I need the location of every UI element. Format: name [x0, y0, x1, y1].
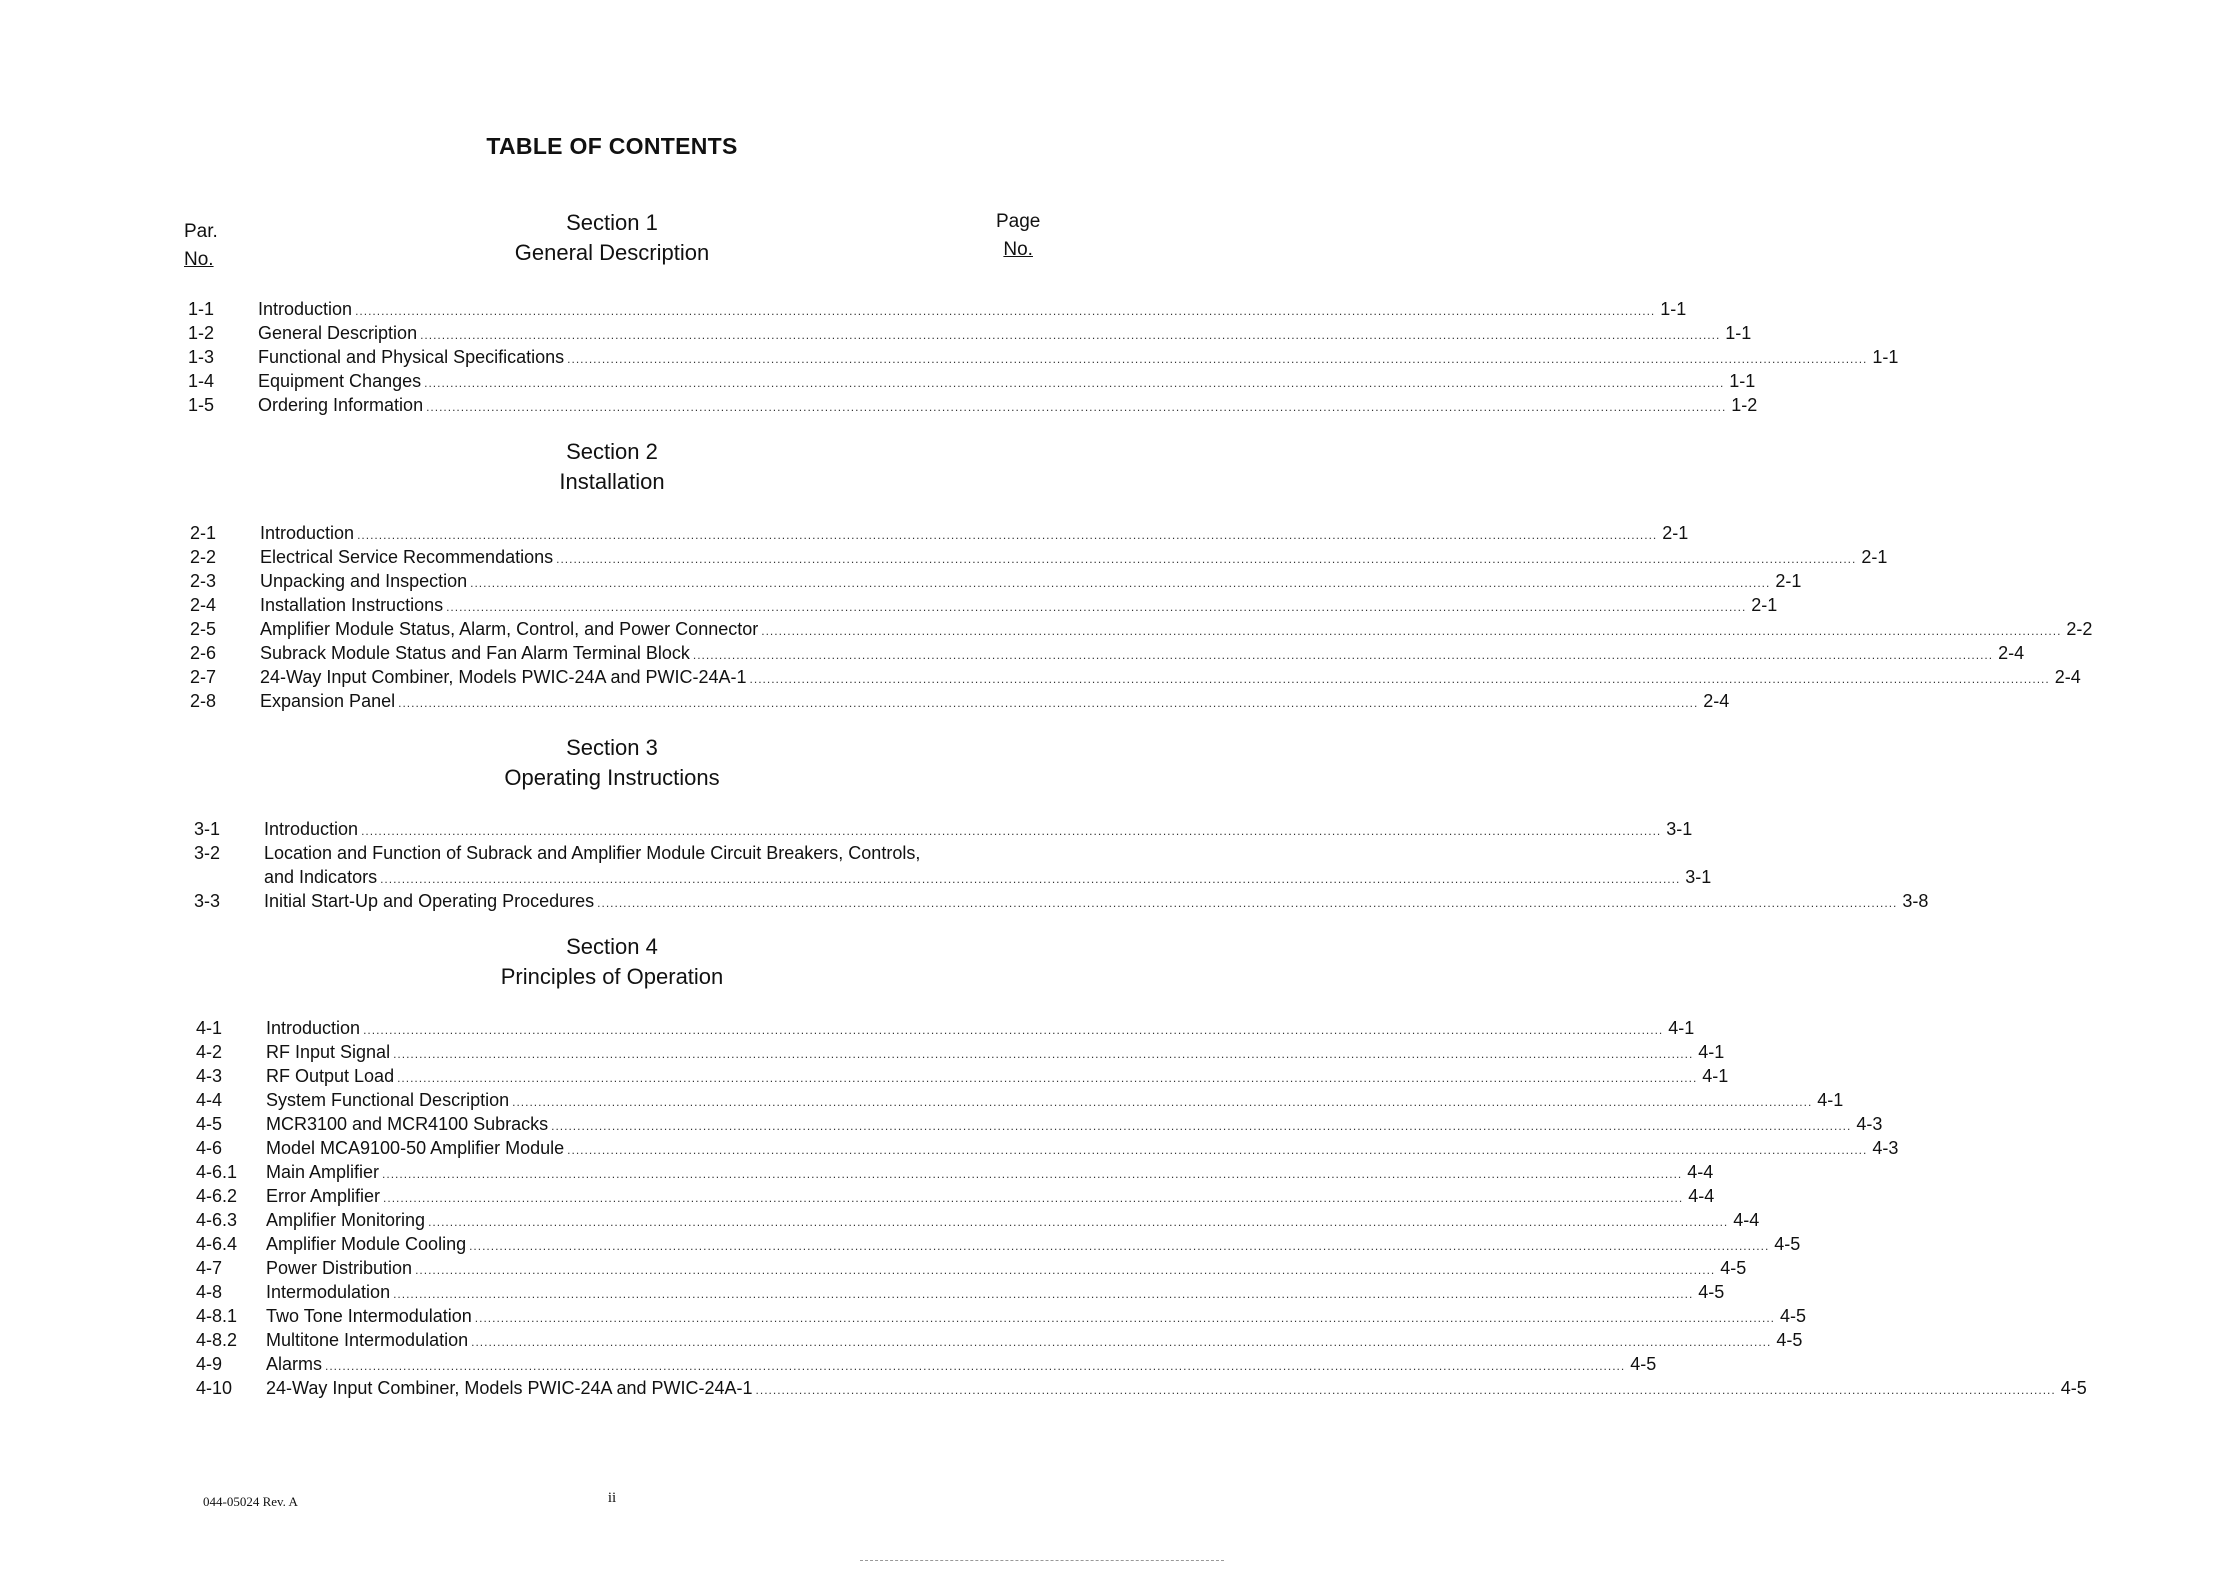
- toc-entry-page: 4-1: [1698, 1042, 1725, 1062]
- page-number: ii: [607, 1490, 617, 1506]
- toc-entry: [188, 393, 1758, 417]
- toc-leader-dots: ............................................................................................................................................................................................................................................................................................................: [363, 1023, 1664, 1037]
- toc-entry-par: 4-6: [196, 1138, 223, 1158]
- toc-entry-par: 1-1: [188, 299, 215, 319]
- section-number: Section 4: [566, 934, 658, 959]
- section-name: General Description: [514, 240, 710, 265]
- toc-entry-title: Model MCA9100-50 Amplifier Module: [266, 1138, 565, 1158]
- toc-entry-title: Main Amplifier: [266, 1162, 380, 1182]
- toc-entry-title: Subrack Module Status and Fan Alarm Terminal Block: [260, 643, 690, 663]
- section-entries: [196, 1016, 2087, 1400]
- scan-artifact-line: [860, 1560, 1224, 1561]
- toc-entry-title: General Description: [258, 323, 418, 343]
- toc-entry-title: Location and Function of Subrack and Amplifier Module Circuit Breakers, Controls,: [264, 843, 921, 863]
- toc-entry-title: Functional and Physical Specifications: [258, 347, 565, 367]
- toc-entry-title: Amplifier Module Cooling: [266, 1234, 467, 1254]
- toc-entry: [190, 689, 1730, 713]
- toc-leader-dots: ............................................................................................................................................................................................................................................................................................................: [749, 672, 2050, 686]
- toc-entry: [196, 1304, 1806, 1328]
- toc-entry-page: 1-1: [1725, 323, 1752, 343]
- toc-entry-par: 4-9: [196, 1354, 223, 1374]
- toc-entry-par: 4-4: [196, 1090, 223, 1110]
- section-heading-1: [0, 208, 1224, 268]
- toc-entry: [190, 521, 1689, 545]
- toc-entry-title: 24-Way Input Combiner, Models PWIC-24A and PWIC-24A-1: [266, 1378, 753, 1398]
- toc-entry: [194, 865, 1712, 889]
- toc-entry-par: 4-6.1: [196, 1162, 238, 1182]
- toc-entry-page: 4-5: [1720, 1258, 1747, 1278]
- toc-leader-dots: ............................................................................................................................................................................................................................................................................................................: [393, 1287, 1694, 1301]
- toc-entry: [196, 1208, 1760, 1232]
- toc-leader-dots: ............................................................................................................................................................................................................................................................................................................: [692, 648, 1994, 662]
- toc-leader-dots: ............................................................................................................................................................................................................................................................................................................: [420, 328, 1721, 342]
- toc-entry-page: 4-4: [1733, 1210, 1760, 1230]
- toc-entry-page: 2-4: [1998, 643, 2025, 663]
- toc-leader-dots: ............................................................................................................................................................................................................................................................................................................: [415, 1263, 1716, 1277]
- toc-entry-page: 4-5: [1630, 1354, 1657, 1374]
- toc-entry-par: 4-7: [196, 1258, 223, 1278]
- page-title: TABLE OF CONTENTS: [486, 133, 738, 159]
- toc-entry-page: 3-1: [1685, 867, 1712, 887]
- toc-leader-dots: ............................................................................................................................................................................................................................................................................................................: [398, 696, 1699, 710]
- toc-entry-title: Installation Instructions: [260, 595, 444, 615]
- toc-entry-par: 2-2: [190, 547, 217, 567]
- toc-entry-title: Introduction: [258, 299, 353, 319]
- toc-entry-title: Intermodulation: [266, 1282, 391, 1302]
- toc-leader-dots: ............................................................................................................................................................................................................................................................................................................: [567, 352, 1868, 366]
- toc-entry: [194, 889, 1929, 913]
- toc-entry-page: 2-4: [2054, 667, 2081, 687]
- toc-entry-page: 4-5: [1774, 1234, 1801, 1254]
- toc-entry-title: Amplifier Module Status, Alarm, Control, and Power Connector: [260, 619, 759, 639]
- toc-entry: [196, 1112, 1883, 1136]
- toc-entry-par: 2-1: [190, 523, 217, 543]
- toc-entry-par: 4-5: [196, 1114, 223, 1134]
- toc-entry-page: 4-3: [1872, 1138, 1899, 1158]
- toc-entry-page: 4-3: [1856, 1114, 1883, 1134]
- toc-leader-dots: ............................................................................................................................................................................................................................................................................................................: [512, 1095, 1813, 1109]
- toc-leader-dots: ............................................................................................................................................................................................................................................................................................................: [397, 1071, 1698, 1085]
- toc-entry-page: 4-1: [1702, 1066, 1729, 1086]
- toc-entry: [196, 1280, 1725, 1304]
- toc-leader-dots: ............................................................................................................................................................................................................................................................................................................: [361, 824, 1662, 838]
- section-number: Section 3: [566, 735, 658, 760]
- toc-entry-title: MCR3100 and MCR4100 Subracks: [266, 1114, 549, 1134]
- toc-leader-dots: ............................................................................................................................................................................................................................................................................................................: [426, 400, 1727, 414]
- toc-entry-page: 1-1: [1872, 347, 1899, 367]
- toc-leader-dots: ............................................................................................................................................................................................................................................................................................................: [325, 1359, 1626, 1373]
- section-number: Section 2: [566, 439, 658, 464]
- toc-entry: [190, 569, 1802, 593]
- page-no-label: No.: [1003, 239, 1033, 260]
- toc-entry: [188, 369, 1756, 393]
- toc-entry: [190, 641, 2025, 665]
- toc-entry-par: 4-2: [196, 1042, 223, 1062]
- toc-leader-dots: ............................................................................................................................................................................................................................................................................................................: [556, 552, 1857, 566]
- toc-entry: [196, 1256, 1747, 1280]
- toc-entry-title: System Functional Description: [266, 1090, 510, 1110]
- toc-entry: [188, 345, 1899, 369]
- toc-leader-dots: ............................................................................................................................................................................................................................................................................................................: [755, 1383, 2056, 1397]
- section-heading-2: [0, 437, 1224, 497]
- toc-leader-dots: ............................................................................................................................................................................................................................................................................................................: [428, 1215, 1729, 1229]
- toc-entry: [188, 297, 1687, 321]
- toc-entry-page: 2-1: [1775, 571, 1802, 591]
- toc-entry-title: 24-Way Input Combiner, Models PWIC-24A and PWIC-24A-1: [260, 667, 747, 687]
- toc-entry-title: Alarms: [266, 1354, 323, 1374]
- toc-entry-par: 4-6.4: [196, 1234, 238, 1254]
- toc-entry-par: 2-7: [190, 667, 217, 687]
- toc-entry-page: 3-1: [1666, 819, 1693, 839]
- toc-entry-page: 4-5: [1776, 1330, 1803, 1350]
- toc-entry: [188, 321, 1752, 345]
- toc-entry-title: Power Distribution: [266, 1258, 413, 1278]
- toc-leader-dots: ............................................................................................................................................................................................................................................................................................................: [355, 304, 1656, 318]
- section-name: Operating Instructions: [504, 765, 720, 790]
- toc-entry: [196, 1328, 1803, 1352]
- toc-leader-dots: ............................................................................................................................................................................................................................................................................................................: [357, 528, 1658, 542]
- toc-entry-title: Two Tone Intermodulation: [266, 1306, 472, 1326]
- toc-entry-title: RF Output Load: [266, 1066, 395, 1086]
- toc-leader-dots: ............................................................................................................................................................................................................................................................................................................: [551, 1119, 1852, 1133]
- toc-leader-dots: ............................................................................................................................................................................................................................................................................................................: [470, 576, 1771, 590]
- toc-entry-title: Introduction: [266, 1018, 361, 1038]
- toc-leader-dots: ............................................................................................................................................................................................................................................................................................................: [383, 1191, 1684, 1205]
- toc-entry: [194, 817, 1693, 841]
- document-number: 044-05024 Rev. A: [203, 1494, 298, 1509]
- toc-entry-page: 1-1: [1660, 299, 1687, 319]
- toc-entry-par: 3-2: [194, 843, 221, 863]
- toc-entry: [196, 1352, 1657, 1376]
- toc-entry-par: 2-6: [190, 643, 217, 663]
- section-heading-4: [0, 932, 1224, 992]
- toc-leader-dots: ............................................................................................................................................................................................................................................................................................................: [380, 872, 1681, 886]
- toc-entry-title: Equipment Changes: [258, 371, 422, 391]
- toc-entry-title: and Indicators: [264, 867, 378, 887]
- toc-entry-title: Initial Start-Up and Operating Procedures: [264, 891, 595, 911]
- toc-entry-par: 4-8.1: [196, 1306, 238, 1326]
- toc-entry-par: 2-4: [190, 595, 217, 615]
- toc-entry-page: 4-4: [1687, 1162, 1714, 1182]
- toc-entry-title: Ordering Information: [258, 395, 424, 415]
- toc-entry-page: 4-4: [1688, 1186, 1715, 1206]
- toc-entry: [196, 1184, 1715, 1208]
- toc-leader-dots: ............................................................................................................................................................................................................................................................................................................: [393, 1047, 1694, 1061]
- section-name: Principles of Operation: [500, 964, 724, 989]
- toc-entry-par: 3-1: [194, 819, 221, 839]
- section-name: Installation: [559, 469, 665, 494]
- par-label: Par.: [184, 221, 218, 242]
- toc-entry-par: 4-6.3: [196, 1210, 238, 1230]
- toc-entry-page: 4-5: [2060, 1378, 2087, 1398]
- toc-entry: [196, 1376, 2087, 1400]
- toc-entry-par: 1-5: [188, 395, 215, 415]
- toc-entry: [196, 1136, 1899, 1160]
- section-number: Section 1: [566, 210, 658, 235]
- toc-entry-par: 4-1: [196, 1018, 223, 1038]
- toc-entry-page: 1-1: [1729, 371, 1756, 391]
- toc-entry-par: 1-4: [188, 371, 215, 391]
- toc-entry-par: 4-10: [196, 1378, 233, 1398]
- toc-entry-page: 2-4: [1703, 691, 1730, 711]
- section-heading-3: [0, 733, 1224, 793]
- toc-entry-title: Error Amplifier: [266, 1186, 381, 1206]
- toc-entry-par: 1-3: [188, 347, 215, 367]
- page-label: Page: [996, 211, 1041, 232]
- toc-entry-page: 4-5: [1698, 1282, 1725, 1302]
- section-entries: [190, 521, 2093, 713]
- toc-entry-par: 4-8: [196, 1282, 223, 1302]
- toc-entry: [190, 545, 1888, 569]
- toc-entry-page: 2-1: [1662, 523, 1689, 543]
- toc-entry-page: 4-5: [1779, 1306, 1806, 1326]
- toc-entry: [190, 617, 2093, 641]
- toc-leader-dots: ............................................................................................................................................................................................................................................................................................................: [474, 1311, 1775, 1325]
- toc-leader-dots: ............................................................................................................................................................................................................................................................................................................: [567, 1143, 1868, 1157]
- toc-entry: [190, 665, 2081, 689]
- toc-entry: [196, 1232, 1801, 1256]
- toc-entry-title: Multitone Intermodulation: [266, 1330, 469, 1350]
- toc-entry-page: 4-1: [1817, 1090, 1844, 1110]
- toc-entry-par: 4-6.2: [196, 1186, 238, 1206]
- toc-leader-dots: ............................................................................................................................................................................................................................................................................................................: [469, 1239, 1770, 1253]
- toc-entry-page: 1-2: [1731, 395, 1758, 415]
- toc-entry: [194, 841, 1042, 865]
- toc-entry: [196, 1016, 1695, 1040]
- toc-entry-par: 3-3: [194, 891, 221, 911]
- toc-leader-dots: ............................................................................................................................................................................................................................................................................................................: [471, 1335, 1772, 1349]
- toc-entry-title: Introduction: [264, 819, 359, 839]
- toc-entry-page: 4-1: [1668, 1018, 1695, 1038]
- par-no-label: No.: [184, 249, 214, 270]
- toc-entry: [196, 1160, 1714, 1184]
- toc-entry-title: Unpacking and Inspection: [260, 571, 468, 591]
- section-entries: [188, 297, 1899, 417]
- toc-entry-par: 2-3: [190, 571, 217, 591]
- toc-entry-title: Introduction: [260, 523, 355, 543]
- toc-entry-page: 2-1: [1751, 595, 1778, 615]
- toc-entry-title: Expansion Panel: [260, 691, 396, 711]
- toc-entry-page: 3-8: [1902, 891, 1929, 911]
- section-entries: [194, 817, 1929, 913]
- toc-leader-dots: ............................................................................................................................................................................................................................................................................................................: [382, 1167, 1683, 1181]
- toc-entry: [196, 1064, 1729, 1088]
- toc-leader-dots: ............................................................................................................................................................................................................................................................................................................: [446, 600, 1747, 614]
- toc-entry-par: 4-8.2: [196, 1330, 238, 1350]
- toc-entry: [196, 1088, 1844, 1112]
- toc-entry-page: 2-1: [1861, 547, 1888, 567]
- toc-entry-par: 2-8: [190, 691, 217, 711]
- toc-leader-dots: ............................................................................................................................................................................................................................................................................................................: [424, 376, 1725, 390]
- toc-entry-title: RF Input Signal: [266, 1042, 391, 1062]
- toc-entry-par: 1-2: [188, 323, 215, 343]
- toc-entry-title: Electrical Service Recommendations: [260, 547, 554, 567]
- toc-entry: [190, 593, 1778, 617]
- toc-leader-dots: ............................................................................................................................................................................................................................................................................................................: [761, 624, 2062, 638]
- toc-entry-par: 4-3: [196, 1066, 223, 1086]
- toc-leader-dots: ............................................................................................................................................................................................................................................................................................................: [597, 896, 1898, 910]
- toc-entry: [196, 1040, 1725, 1064]
- toc-entry-page: 2-2: [2066, 619, 2093, 639]
- toc-entry-par: 2-5: [190, 619, 217, 639]
- toc-entry-title: Amplifier Monitoring: [266, 1210, 426, 1230]
